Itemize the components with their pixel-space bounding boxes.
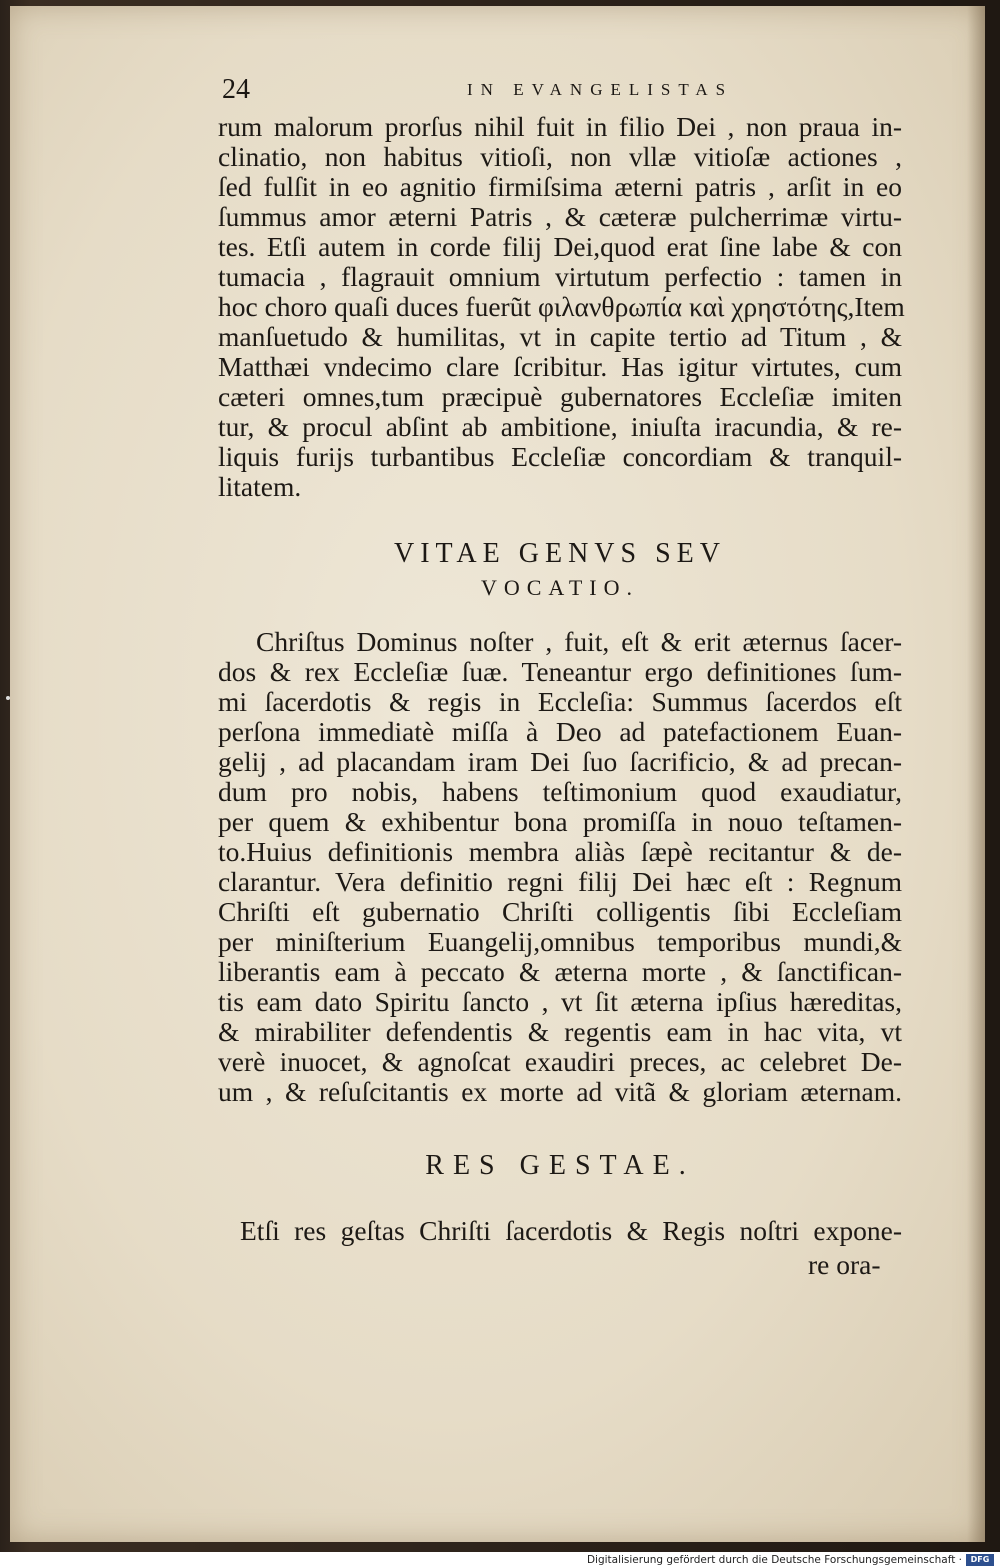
text-line: mi ſacerdotis & regis in Eccleſia: Summus ſacerdos eſt bbox=[218, 686, 902, 717]
paragraph-3 bbox=[218, 1216, 902, 1246]
text-line: dos & rex Eccleſiæ ſuæ. Teneantur ergo definitiones ſum- bbox=[218, 656, 902, 687]
text-line: um , & reſuſcitantis ex morte ad vitã & gloriam æternam. bbox=[218, 1076, 902, 1107]
section-heading-vitae: VITAE GENVS SEV bbox=[394, 538, 726, 569]
text-line: ſummus amor æterni Patris , & cæteræ pulcherrimæ virtu- bbox=[218, 201, 902, 232]
text-line: manſuetudo & humilitas, vt in capite tertio ad Titum , & bbox=[218, 321, 902, 352]
text-line: clarantur. Vera definitio regni filij Dei hæc eſt : Regnum bbox=[218, 866, 902, 897]
dfg-logo: DFG bbox=[966, 1554, 994, 1566]
text-line: cæteri omnes,tum præcipuè gubernatores Eccleſiæ imiten bbox=[218, 381, 902, 412]
text-line: ſed fulſit in eo agnitio firmiſsima æterni patris , arſit in eo bbox=[218, 171, 902, 202]
text-line: tes. Etſi autem in corde filij Dei,quod erat ſine labe & con bbox=[218, 231, 902, 262]
catchword: re ora- bbox=[808, 1249, 881, 1280]
text-line: Matthæi vndecimo clare ſcribitur. Has igitur virtutes, cum bbox=[218, 351, 902, 382]
text-line: gelij , ad placandam iram Dei ſuo ſacrificio, & ad precan- bbox=[218, 746, 902, 777]
section-heading-res-gestae: RES GESTAE. bbox=[425, 1150, 695, 1181]
text-line: tis eam dato Spiritu ſancto , vt ſit æterna ipſius hæreditas, bbox=[218, 986, 902, 1017]
text-line: tur, & procul abſint ab ambitione, iniuſta iracundia, & re- bbox=[218, 411, 902, 442]
text-line: liberantis eam à peccato & æterna morte , & ſanctifican- bbox=[218, 956, 902, 987]
text-line: per quem & exhibentur bona promiſſa in nouo teſtamen- bbox=[218, 806, 902, 837]
text-line: to.Huius definitionis membra aliàs ſæpè recitantur & de- bbox=[218, 836, 902, 867]
margin-mark bbox=[6, 696, 10, 700]
text-line: perſona immediatè miſſa à Deo ad patefactionem Euan- bbox=[218, 716, 902, 747]
footer-credit: Digitalisierung gefördert durch die Deutsche Forschungsgemeinschaft · bbox=[586, 1554, 962, 1566]
text-line: Chriſtus Dominus noſter , fuit, eſt & erit æternus ſacer- bbox=[256, 626, 902, 657]
text-line: dum pro nobis, habens teſtimonium quod exaudiatur, bbox=[218, 776, 902, 807]
page-edge-shadow bbox=[967, 6, 985, 1542]
text-line: tumacia , flagrauit omnium virtutum perfectio : tamen in bbox=[218, 261, 902, 292]
text-line: & mirabiliter defendentis & regentis eam in hac vita, vt bbox=[218, 1016, 902, 1047]
page-number: 24 bbox=[222, 74, 250, 105]
paragraph-2 bbox=[218, 627, 902, 1107]
text-line: clinatio, non habitus vitioſi, non vllæ vitioſæ actiones , bbox=[218, 141, 902, 172]
text-line: litatem. bbox=[218, 471, 302, 502]
paragraph-1 bbox=[218, 111, 905, 502]
text-line: hoc choro quaſi duces fuerũt φιλανθρωπία καὶ χρηστότης,Item bbox=[218, 291, 905, 322]
section-subheading-vocatio: VOCATIO. bbox=[480, 575, 640, 600]
text-line: Chriſti eſt gubernatio Chriſti colligentis ſibi Eccleſiam bbox=[218, 896, 902, 927]
text-line: rum malorum prorſus nihil fuit in filio Dei , non praua in- bbox=[218, 111, 902, 142]
text-line: verè inuocet, & agnoſcat exaudiri preces, ac celebret De- bbox=[218, 1046, 902, 1077]
running-head bbox=[222, 74, 752, 110]
text-line: Etſi res geſtas Chriſti ſacerdotis & Regis noſtri expone- bbox=[240, 1215, 902, 1246]
running-title: IN EVANGELISTAS bbox=[467, 80, 734, 99]
text-line: liquis furijs turbantibus Eccleſiæ concordiam & tranquil- bbox=[218, 441, 902, 472]
text-line: per miniſterium Euangelij,omnibus temporibus mundi,& bbox=[218, 926, 902, 957]
